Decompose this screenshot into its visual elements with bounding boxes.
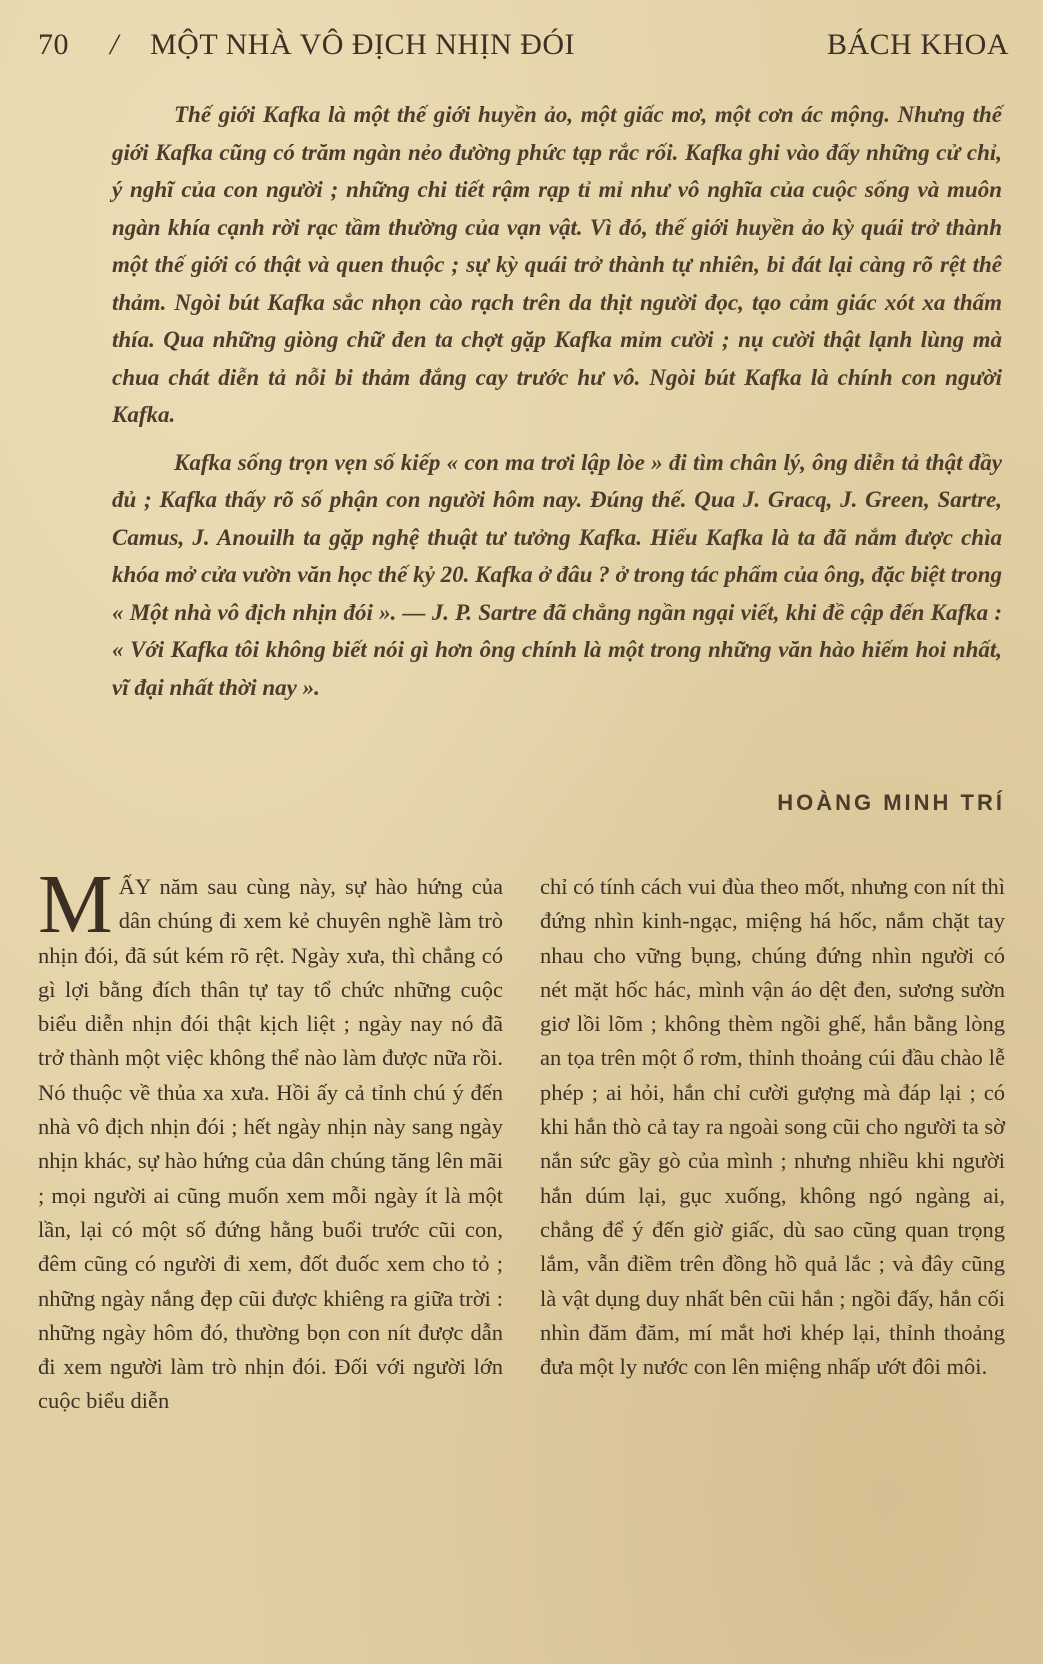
story-text-left: ẤY năm sau cùng này, sự hào hứng của dân chúng đi xem kẻ chuyên nghề làm trò nhịn đói, đã sút kém rõ rệt. Ngày xưa, thì chẳng có gì lợi bằng đích thân tự tay tổ chức những cuộc biểu diễn nhịn đói thật kịch liệt ; ngày nay nó đã trở thành một việc không thể nào làm được nữa rồi. Nó thuộc về thủa xa xưa. Hồi ấy cả tỉnh chú ý đến nhà vô địch nhịn đói ; hết ngày nhịn này sang ngày nhịn khác, sự hào hứng của dân chúng tăng lên mãi ; mọi người ai cũng muốn xem mỗi ngày ít là một lần, lại có một số đứng hằng buổi trước cũi con, đêm cũng có người đi xem, đốt đuốc xem cho tỏ ; những ngày nắng đẹp cũi được khiêng ra giữa trời : những ngày hôm đó, thường bọn con nít được dẫn đi xem người làm trò nhịn đói. Đối với người lớn cuộc biểu diễn	[38, 874, 503, 1414]
article-title: MỘT NHÀ VÔ ĐỊCH NHỊN ĐÓI	[150, 28, 576, 61]
intro-paragraph: Kafka sống trọn vẹn số kiếp « con ma trơi lập lòe » đi tìm chân lý, ông diễn tả thật đầy đủ ; Kafka thấy rõ số phận con người hôm nay. Đúng thế. Qua J. Gracq, J. Green, Sartre, Camus, J. Anouilh ta gặp nghệ thuật tư tưởng Kafka. Hiểu Kafka là ta đã nắm được chìa khóa mở cửa vườn văn học thế kỷ 20. Kafka ở đâu ? ở trong tác phẩm của ông, đặc biệt trong « Một nhà vô địch nhịn đói ». — J. P. Sartre đã chẳng ngần ngại viết, khi đề cập đến Kafka : « Với Kafka tôi không biết nói gì hơn ông chính là một trong những văn hào hiếm hoi nhất, vĩ đại nhất thời nay ».	[112, 449, 1002, 700]
intro-paragraph: Thế giới Kafka là một thế giới huyền ảo, một giấc mơ, một cơn ác mộng. Nhưng thế giới Kafka cũng có trăm ngàn nẻo đường phức tạp rắc rối. Kafka ghi vào đấy những cử chỉ, ý nghĩ của con người ; những chi tiết rậm rạp tỉ mỉ như vô nghĩa của cuộc sống và muôn ngàn khía cạnh rời rạc tầm thường của vạn vật. Vì đó, thế giới huyền ảo kỳ quái trở thành một thế giới có thật và quen thuộc ; sự kỳ quái trở thành tự nhiên, bi đát lại càng rõ rệt thê thảm. Ngòi bút Kafka sắc nhọn cào rạch trên da thịt người đọc, tạo cảm giác xót xa thấm thía. Qua những giòng chữ đen ta chợt gặp Kafka mỉm cười ; nụ cười thật lạnh lùng mà chua chát diễn tả nỗi bi thảm đắng cay trước hư vô. Ngòi bút Kafka là chính con người Kafka.	[112, 102, 1002, 427]
drop-cap: M	[38, 858, 113, 951]
intro-author: HOÀNG MINH TRÍ	[777, 790, 1005, 815]
story-text-right: chỉ có tính cách vui đùa theo mốt, nhưng con nít thì đứng nhìn kinh-ngạc, miệng há hốc, nắm chặt tay nhau cho vững bụng, chúng đứng nhìn người có nét mặt hốc hác, mình vận áo dệt đen, sương sườn giơ lồi lõm ; không thèm ngồi ghế, hắn bằng lòng an tọa trên một ổ rơm, thỉnh thoảng cúi đầu chào lễ phép ; ai hỏi, hắn chỉ cười gượng mà đáp lại ; có khi hắn thò cả tay ra ngoài song cũi cho người ta sờ nắn sức gầy gò của mình ; nhưng nhiều khi người hắn dúm lại, gục xuống, không ngó ngàng ai, chẳng để ý đến giờ giấc, dù sao cũng quan trọng lắm, vẫn điềm trên đồng hồ quả lắc ; và đây cũng là vật dụng duy nhất bên cũi hắn ; ngồi đấy, hắn cối nhìn đăm đăm, mí mắt hơi khép lại, thỉnh thoảng đưa một ly nước con lên miệng nhấp ướt đôi môi.	[540, 874, 1005, 1380]
page-header	[38, 24, 1009, 68]
story-paragraph	[38, 858, 503, 1419]
header-separator: /	[110, 28, 119, 61]
story-column-left	[38, 858, 503, 1419]
journal-name: BÁCH KHOA	[826, 28, 1009, 61]
page-number: 70	[38, 28, 69, 61]
introduction	[112, 96, 1002, 706]
story-column-right	[540, 870, 1005, 1384]
